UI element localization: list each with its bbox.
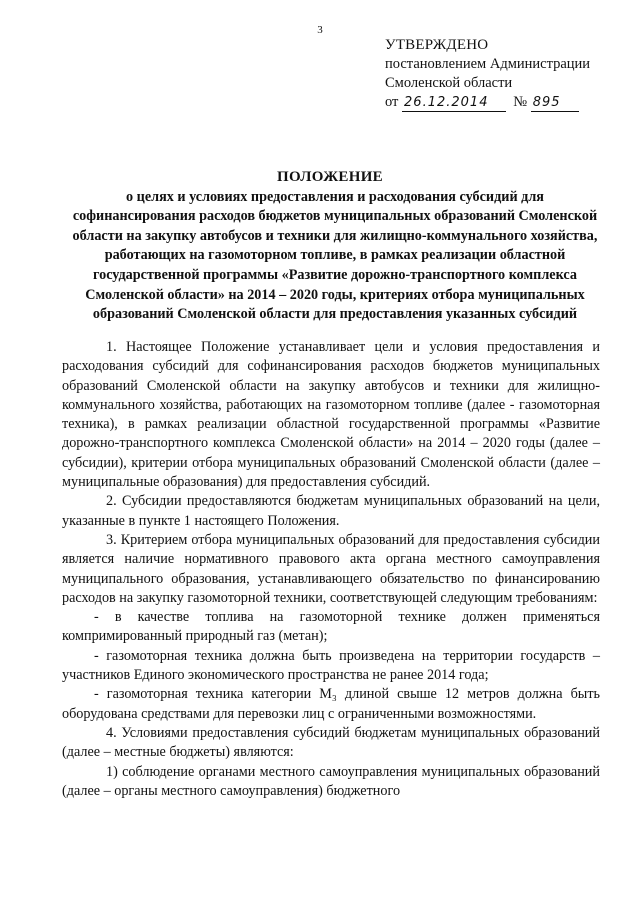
document-heading: ПОЛОЖЕНИЕ (277, 169, 383, 185)
document-subtitle: о целях и условиях предоставления и расходования субсидий для софинансирования расходов бюджетов муниципальных образований Смоленской области на закупку автобусов и техники для жилищно-коммунального хозяйства, работающих на газомоторном топливе, в рамках реализации областной государственной программы «Развитие дорожно-транспортного комплекса Смоленской области» на 2014 – 2020 годы, критериях отбора муниципальных образований Смоленской области для предоставления указанных субсидий (72, 188, 598, 323)
approval-line-2: Смоленской области (385, 75, 513, 91)
approval-line-1: постановлением Администрации (385, 56, 591, 72)
document-title (60, 168, 600, 325)
number-label: № (513, 94, 528, 110)
requirement-item-2: - газомоторная техника должна быть произведена на территории государств – участников Единого экономического пространства не ранее 2014 года; (62, 647, 600, 684)
requirement-item-3: - газомоторная техника категории M₃ длиной свыше 12 метров должна быть оборудована средствами для перевозки лиц с ограниченными возможностями. (62, 686, 600, 722)
paragraph-2: 2. Субсидии предоставляются бюджетам муниципальных образований на цели, указанные в пункте 1 настоящего Положения. (62, 493, 600, 529)
paragraph-1: 1. Настоящее Положение устанавливает цели и условия предоставления и расходования субсидий для софинансирования расходов бюджетов муниципальных образований Смоленской области на закупку автобусов и техники для жилищно-коммунального хозяйства, работающих на газомоторном топливе (далее - газомоторная техника), в рамках реализации областной государственной программы «Развитие дорожно-транспортного комплекса Смоленской области» на 2014 – 2020 годы (далее – субсидии), критерии отбора муниципальных образований Смоленской области (далее – муниципальные образования) для предоставления субсидий. (62, 339, 600, 491)
paragraph-4-item-1: 1) соблюдение органами местного самоуправления муниципальных образований (далее – органы местного самоуправления) бюджетного (62, 763, 600, 799)
paragraph-4: 4. Условиями предоставления субсидий бюджетам муниципальных образований (далее – местные бюджеты) являются: (62, 724, 600, 761)
approval-title: УТВЕРЖДЕНО (385, 37, 489, 53)
date-prefix: от (385, 94, 399, 110)
document-body (62, 338, 600, 801)
handwritten-date: 26.12.2014 (402, 95, 506, 112)
paragraph-3: 3. Критерием отбора муниципальных образований для предоставления субсидии является наличие нормативного правового акта органа местного самоуправления муниципального образования, устанавливающего обязательство по финансированию расходов на закупку газомоторной техники, соответствующей следующим требованиям: (62, 531, 600, 606)
approval-stamp (385, 36, 625, 112)
approval-date-line (385, 93, 625, 112)
page-number: 3 (317, 24, 323, 36)
requirement-item-1: - в качестве топлива на газомоторной технике должен применяться компримированный природный газ (метан); (62, 609, 600, 645)
handwritten-number: 895 (531, 95, 579, 112)
